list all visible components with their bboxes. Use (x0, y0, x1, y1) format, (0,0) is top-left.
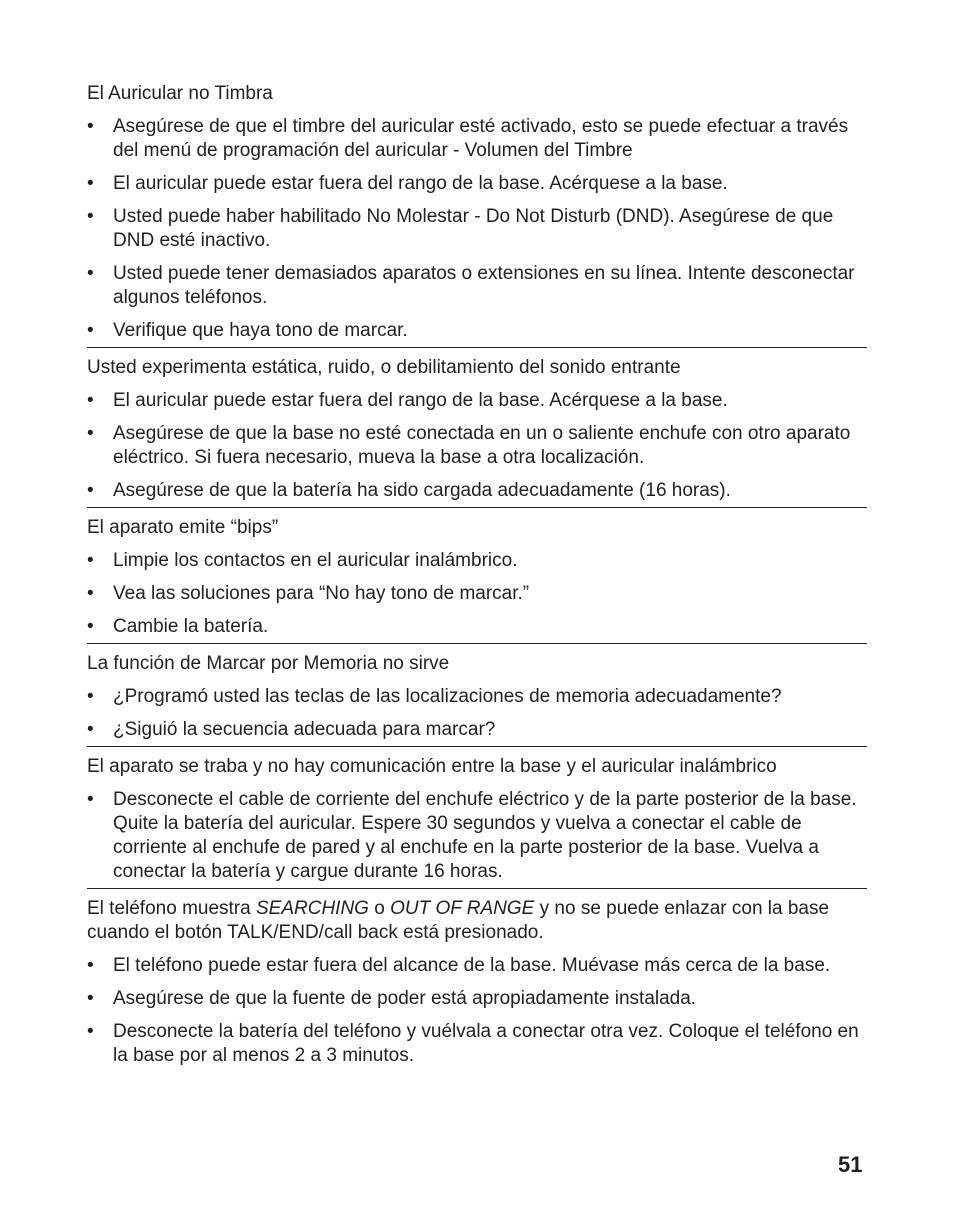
list-item: • Usted puede haber habilitado No Molestar - Do Not Disturb (DND). Asegúrese de que DND esté inactivo. (87, 206, 834, 251)
list-item: • Usted puede tener demasiados aparatos o extensiones en su línea. Intente desconectar algunos teléfonos. (87, 263, 855, 308)
section-heading: El Auricular no Timbra (87, 83, 273, 104)
bullet-icon: • (87, 616, 94, 637)
solution-list (87, 685, 867, 742)
bullet-icon: • (87, 789, 94, 810)
list-item: • Limpie los contactos en el auricular inalámbrico. (87, 550, 518, 571)
list-item: • ¿Programó usted las teclas de las localizaciones de memoria adecuadamente? (87, 686, 782, 707)
list-item: • Verifique que haya tono de marcar. (87, 320, 408, 341)
list-item: • Asegúrese de que la base no esté conectada en un o saliente enchufe con otro aparato eléctrico. Si fuera necesario, mueva la base a otra localización. (87, 423, 851, 468)
bullet-icon: • (87, 480, 94, 501)
solution-list (87, 549, 867, 639)
bullet-icon: • (87, 988, 94, 1009)
list-item: • Desconecte el cable de corriente del enchufe eléctrico y de la parte posterior de la base. Quite la batería del auricular. Espere 30 segundos y vuelva a conectar el cable de corriente al enchufe de pared y al enchufe en la parte posterior de la base. Vuelva a conectar la batería y cargue durante 16 horas. (87, 789, 857, 882)
searching-term: SEARCHING (255, 898, 369, 919)
section-handset-no-ring (87, 82, 867, 348)
bullet-icon: • (87, 206, 94, 227)
list-item: • El auricular puede estar fuera del rango de la base. Acérquese a la base. (87, 390, 728, 411)
list-item: • Desconecte la batería del teléfono y vuélvala a conectar otra vez. Coloque el teléfono en la base por al menos 2 a 3 minutos. (87, 1021, 859, 1066)
bullet-icon: • (87, 1021, 94, 1042)
bullet-icon: • (87, 955, 94, 976)
list-item: • Cambie la batería. (87, 616, 269, 637)
bullet-icon: • (87, 173, 94, 194)
section-searching-out-of-range (87, 889, 867, 1072)
bullet-icon: • (87, 583, 94, 604)
bullet-icon: • (87, 263, 94, 284)
bullet-icon: • (87, 550, 94, 571)
list-item: • El auricular puede estar fuera del rango de la base. Acérquese a la base. (87, 173, 728, 194)
solution-list (87, 115, 867, 343)
list-item: • Asegúrese de que la fuente de poder está apropiadamente instalada. (87, 988, 697, 1009)
bullet-icon: • (87, 320, 94, 341)
list-item: • Vea las soluciones para “No hay tono de marcar.” (87, 583, 530, 604)
page-number: 51 (838, 1152, 863, 1177)
section-heading: Usted experimenta estática, ruido, o debilitamiento del sonido entrante (87, 357, 681, 378)
list-item: • Asegúrese de que la batería ha sido cargada adecuadamente (16 horas). (87, 480, 731, 501)
section-beeps (87, 508, 867, 644)
bullet-icon: • (87, 390, 94, 411)
out-of-range-term: OUT OF RANGE (390, 898, 535, 919)
bullet-icon: • (87, 423, 94, 444)
section-unit-locks (87, 747, 867, 889)
list-item: • ¿Siguió la secuencia adecuada para marcar? (87, 719, 496, 740)
bullet-icon: • (87, 719, 94, 740)
section-static-noise (87, 348, 867, 508)
bullet-icon: • (87, 116, 94, 137)
solution-list (87, 389, 867, 503)
list-item: • Asegúrese de que el timbre del auricular esté activado, esto se puede efectuar a través del menú de programación del auricular - Volumen del Timbre (87, 116, 849, 161)
section-memory-dial (87, 644, 867, 747)
solution-list (87, 954, 867, 1068)
list-item: • El teléfono puede estar fuera del alcance de la base. Muévase más cerca de la base. (87, 955, 831, 976)
troubleshooting-content (87, 82, 867, 1072)
section-heading: El aparato se traba y no hay comunicación entre la base y el auricular inalámbrico (87, 756, 777, 777)
section-heading: La función de Marcar por Memoria no sirve (87, 653, 450, 674)
bullet-icon: • (87, 686, 94, 707)
solution-list (87, 788, 867, 884)
section-heading: El aparato emite “bips” (87, 517, 279, 538)
section-heading: El teléfono muestra SEARCHING o OUT OF RANGE y no se puede enlazar con la base cuando el botón TALK/END/call back está presionado. (87, 898, 830, 943)
